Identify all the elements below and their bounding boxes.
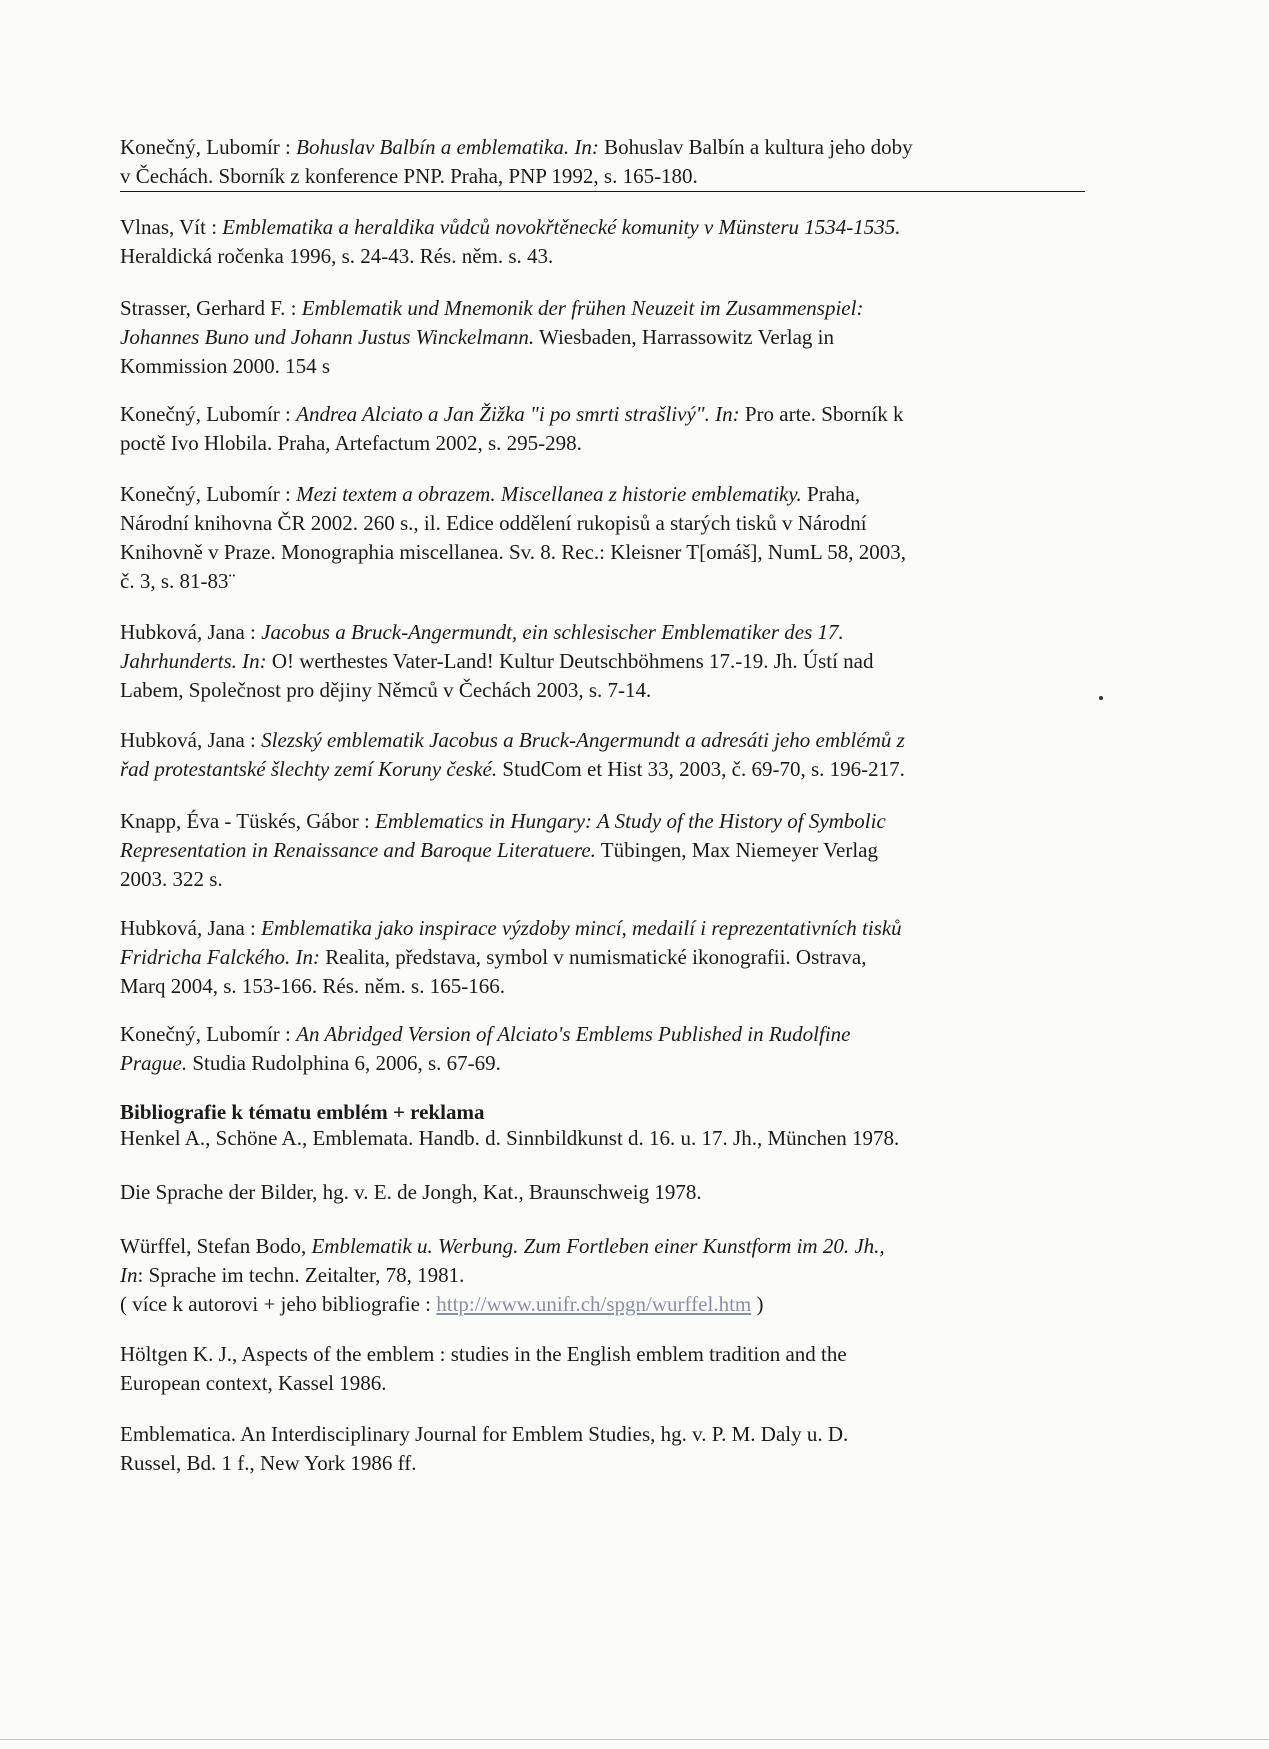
bib-entry-hubkova-slezsky	[120, 726, 1080, 784]
entry-title-cont: Fridricha Falckého. In:	[120, 945, 321, 969]
entry-title: Emblematika jako inspirace výzdoby mincí, medailí i reprezentativních tisků	[261, 916, 902, 940]
entry-title: Mezi textem a obrazem. Miscellanea z historie emblematiky.	[296, 482, 802, 506]
section-heading: Bibliografie k tématu emblém + reklama	[120, 1100, 485, 1124]
entry-text: Höltgen K. J., Aspects of the emblem : studies in the English emblem tradition and the	[120, 1342, 847, 1366]
bib-entry-knapp-tuskes	[120, 807, 1080, 894]
entry-title-cont: řad protestantské šlechty zemí Koruny české.	[120, 757, 498, 781]
entry-publication: Bohuslav Balbín a kultura jeho doby	[598, 135, 913, 159]
bib-entry-konecny-balbin	[120, 133, 1080, 192]
bib-entry-emblematica-journal	[120, 1420, 1080, 1478]
entry-publication-line: v Čechách. Sborník z konference PNP. Praha, PNP 1992, s. 165-180.	[120, 162, 1085, 192]
entry-publication-line: Studia Rudolphina 6, 2006, s. 67-69.	[187, 1051, 501, 1075]
entry-title: Jacobus a Bruck-Angermundt, ein schlesischer Emblematiker des 17.	[261, 620, 844, 644]
entry-publication-line: 2003. 322 s.	[120, 867, 223, 891]
entry-publication-line: Národní knihovna ČR 2002. 260 s., il. Edice oddělení rukopisů a starých tisků v Národní	[120, 511, 867, 535]
entry-publication-line: O! werthestes Vater-Land! Kultur Deutschböhmens 17.-19. Jh. Ústí nad	[266, 649, 874, 673]
entry-title: Emblematika a heraldika vůdců novokřtěnecké komunity v Münsteru 1534-1535.	[222, 215, 901, 239]
entry-in-label: In	[120, 1263, 138, 1287]
entry-title-cont: Jahrhunderts. In:	[120, 649, 267, 673]
entry-publication-line: poctě Ivo Hlobila. Praha, Artefactum 2002, s. 295-298.	[120, 431, 582, 455]
entry-title: Emblematik und Mnemonik der frühen Neuzeit im Zusammenspiel:	[301, 296, 864, 320]
entry-author: Knapp, Éva - Tüskés, Gábor :	[120, 809, 376, 833]
entry-publication-line: : Sprache im techn. Zeitalter, 78, 1981.	[137, 1263, 465, 1287]
entry-publication-line: Realita, představa, symbol v numismatické ikonografii. Ostrava,	[320, 945, 867, 969]
bib-entry-sprache-der-bilder	[120, 1178, 1080, 1207]
entry-publication: Praha,	[801, 482, 861, 506]
entry-title-cont: Prague.	[120, 1051, 188, 1075]
entry-publication-line: Wiesbaden, Harrassowitz Verlag in	[534, 325, 834, 349]
entry-publication-line: Labem, Společnost pro dějiny Němců v Čechách 2003, s. 7-14.	[120, 678, 652, 702]
entry-author: Hubková, Jana :	[120, 728, 262, 752]
bib-entry-konecny-abridged	[120, 1020, 1080, 1078]
entry-publication-line: Marq 2004, s. 153-166. Rés. něm. s. 165-166.	[120, 974, 505, 998]
bib-entry-vlnas	[120, 213, 1080, 271]
entry-publication-line: Kommission 2000. 154 s	[120, 354, 331, 378]
entry-author: Konečný, Lubomír :	[120, 135, 297, 159]
entry-author: Konečný, Lubomír :	[120, 482, 297, 506]
entry-publication-line: StudCom et Hist 33, 2003, č. 69-70, s. 196-217.	[497, 757, 905, 781]
entry-title-cont: Representation in Renaissance and Baroque Literatuere.	[120, 838, 596, 862]
entry-publication-line: Knihovně v Praze. Monographia miscellanea. Sv. 8. Rec.: Kleisner T[omáš], NumL 58, 2003,	[120, 540, 906, 564]
entry-title: Emblematics in Hungary: A Study of the History of Symbolic	[375, 809, 886, 833]
entry-author: Konečný, Lubomír :	[120, 1022, 297, 1046]
entry-publication-line: Heraldická ročenka 1996, s. 24-43. Rés. něm. s. 43.	[120, 244, 554, 268]
entry-title: Bohuslav Balbín a emblematika. In:	[296, 135, 599, 159]
entry-title: Emblematik u. Werbung. Zum Fortleben einer Kunstform im 20. Jh.,	[311, 1234, 885, 1258]
scan-speck	[1099, 696, 1103, 700]
entry-title: Andrea Alciato a Jan Žižka "i po smrti strašlivý". In:	[296, 402, 740, 426]
entry-note-close: )	[751, 1292, 764, 1316]
entry-text: Henkel A., Schöne A., Emblemata. Handb. d. Sinnbildkunst d. 16. u. 17. Jh., München 1978.	[120, 1126, 900, 1150]
bib-entry-strasser	[120, 294, 1080, 381]
entry-text: European context, Kassel 1986.	[120, 1371, 387, 1395]
entry-author: Würffel, Stefan Bodo,	[120, 1234, 312, 1258]
entry-author: Strasser, Gerhard F. :	[120, 296, 302, 320]
author-bibliography-link[interactable]: http://www.unifr.ch/spgn/wurffel.htm	[436, 1292, 752, 1316]
bib-entry-henkel	[120, 1124, 1080, 1153]
entry-text: Emblematica. An Interdisciplinary Journal for Emblem Studies, hg. v. P. M. Daly u. D.	[120, 1422, 849, 1446]
bib-entry-hubkova-jacobus	[120, 618, 1080, 705]
entry-text: Die Sprache der Bilder, hg. v. E. de Jongh, Kat., Braunschweig 1978.	[120, 1180, 702, 1204]
entry-text: Russel, Bd. 1 f., New York 1986 ff.	[120, 1451, 417, 1475]
entry-publication: Pro arte. Sborník k	[739, 402, 904, 426]
entry-publication-line: Tübingen, Max Niemeyer Verlag	[595, 838, 878, 862]
entry-author: Hubková, Jana :	[120, 916, 262, 940]
entry-note: ( více k autorovi + jeho bibliografie :	[120, 1292, 437, 1316]
entry-author: Vlnas, Vít :	[120, 215, 223, 239]
entry-title: An Abridged Version of Alciato's Emblems Published in Rudolfine	[296, 1022, 851, 1046]
entry-author: Konečný, Lubomír :	[120, 402, 297, 426]
bib-entry-konecny-mezi-textem	[120, 480, 1080, 596]
entry-title-cont: Johannes Buno und Johann Justus Winckelmann.	[120, 325, 535, 349]
entry-publication-line: č. 3, s. 81-83¨	[120, 569, 236, 593]
scan-edge-line	[0, 1739, 1269, 1740]
bib-entry-konecny-alciato-zizka	[120, 400, 1080, 458]
entry-title: Slezský emblematik Jacobus a Bruck-Angermundt a adresáti jeho emblémů z	[261, 728, 905, 752]
entry-author: Hubková, Jana :	[120, 620, 262, 644]
bib-entry-hubkova-emblematika	[120, 914, 1080, 1001]
bib-entry-holtgen	[120, 1340, 1080, 1398]
bib-entry-wurffel	[120, 1232, 1080, 1319]
